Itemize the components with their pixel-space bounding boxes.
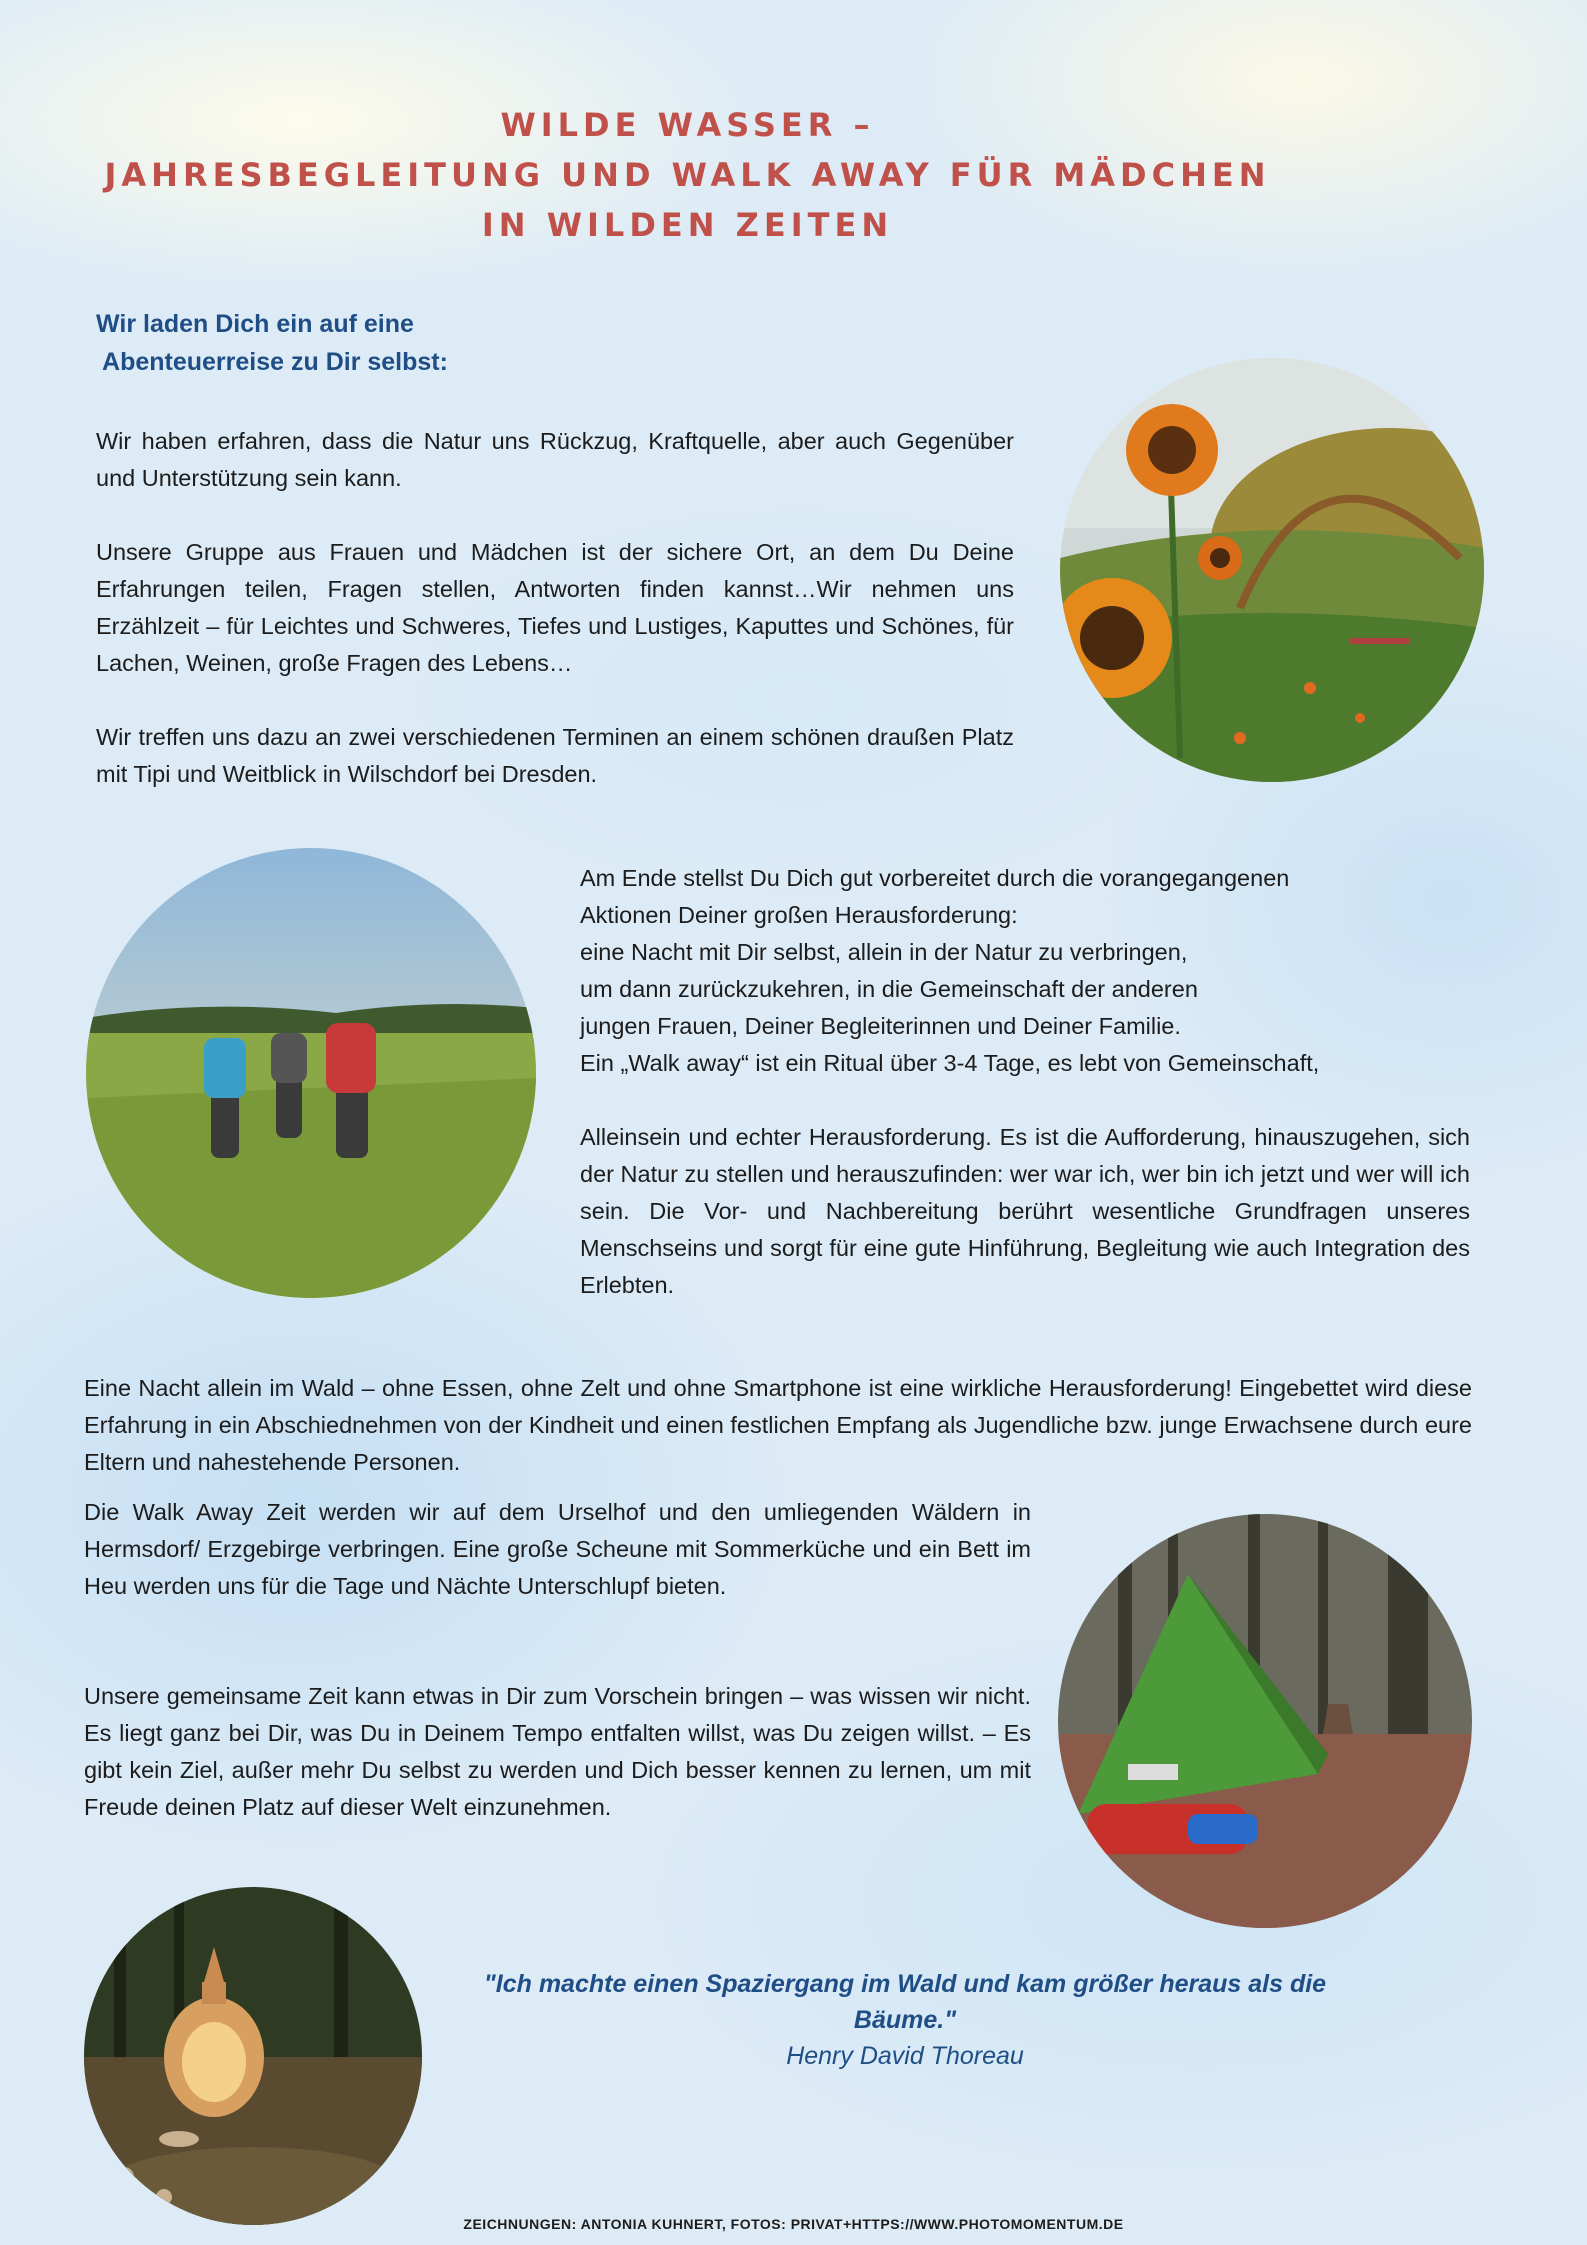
lantern-forest-photo: [84, 1887, 422, 2225]
sunflower-meadow-image: [1060, 358, 1484, 782]
intro-line-2: Abenteuerreise zu Dir selbst:: [96, 348, 448, 376]
title-line-3: IN WILDEN ZEITEN: [481, 206, 894, 244]
paragraph-nature: Wir haben erfahren, dass die Natur uns Rückzug, Kraftquelle, aber auch Gegenüber und Unterstützung sein kann.: [96, 428, 1014, 491]
challenge-line-1: Am Ende stellst Du Dich gut vorbereitet durch die vorangegangenen: [580, 865, 1290, 891]
challenge-line-5: jungen Frauen, Deiner Begleiterinnen und Deiner Familie.: [580, 1013, 1181, 1039]
quote-author: Henry David Thoreau: [786, 2042, 1024, 2070]
paragraph-challenge: [580, 860, 1470, 1045]
hikers-field-photo: [86, 848, 536, 1298]
lantern-forest-image: [84, 1887, 422, 2225]
title-line-2: JAHRESBEGLEITUNG UND WALK AWAY FÜR MÄDCHEN: [104, 156, 1271, 194]
challenge-line-3: eine Nacht mit Dir selbst, allein in der Natur zu verbringen,: [580, 939, 1188, 965]
title-line-1: WILDE WASSER –: [500, 106, 875, 144]
paragraph-together: Unsere gemeinsame Zeit kann etwas in Dir zum Vorschein bringen – was wissen wir nicht. Es liegt ganz bei Dir, was Du in Deinem Tempo entfalten willst, was Du zeigen willst. – Es gibt kein Ziel, außer mehr Du selbst zu werden und Dich besser kennen zu lernen, um mit Freude deinen Platz auf dieser Welt einzunehmen.: [84, 1683, 1031, 1820]
paragraph-aloneness: Alleinsein und echter Herausforderung. Es ist die Aufforderung, hinauszugehen, sich der Natur zu stellen und herauszufinden: wer war ich, wer bin ich jetzt und wer will ich sein. Die Vor- und Nachbereitung berührt wesentliche Grundfragen unseres Menschseins und sorgt für eine gute Hinführung, Begleitung wie auch Integration des Erlebten.: [580, 1124, 1470, 1298]
sunflower-meadow-photo: [1060, 358, 1484, 782]
paragraph-group: Unsere Gruppe aus Frauen und Mädchen ist der sichere Ort, an dem Du Deine Erfahrungen teilen, Fragen stellen, Antworten finden kannst…Wir nehmen uns Erzählzeit – für Leichtes und Schweres, Tiefes und Lustiges, Kaputtes und Schönes, für Lachen, Weinen, große Fragen des Lebens…: [96, 539, 1014, 676]
paragraph-ritual: Ein „Walk away“ ist ein Ritual über 3-4 Tage, es lebt von Gemeinschaft,: [580, 1050, 1320, 1076]
paragraph-meeting: Wir treffen uns dazu an zwei verschiedenen Terminen an einem schönen draußen Platz mit Tipi und Weitblick in Wilschdorf bei Dresden.: [96, 724, 1014, 787]
intro-heading: [96, 305, 448, 381]
tent-forest-image: [1058, 1514, 1472, 1928]
tent-forest-photo: [1058, 1514, 1472, 1928]
quote-text: "Ich machte einen Spaziergang im Wald und kam größer heraus als die Bäume.": [483, 1970, 1327, 2034]
challenge-line-4: um dann zurückzukehren, in die Gemeinschaft der anderen: [580, 976, 1198, 1002]
challenge-line-2: Aktionen Deiner großen Herausforderung:: [580, 902, 1018, 928]
hikers-field-image: [86, 848, 536, 1298]
quote-block: [460, 1966, 1350, 2074]
intro-line-1: Wir laden Dich ein auf eine: [96, 310, 414, 338]
paragraph-night-alone: Eine Nacht allein im Wald – ohne Essen, ohne Zelt und ohne Smartphone ist eine wirkliche Herausforderung! Eingebettet wird diese Erfahrung in ein Abschiednehmen von der Kindheit und einen festlichen Empfang als Jugendliche bzw. junge Erwachsene durch eure Eltern und nahestehende Personen.: [84, 1375, 1472, 1475]
photo-credits: ZEICHNUNGEN: ANTONIA KUHNERT, FOTOS: PRIVAT+HTTPS://WWW.PHOTOMOMENTUM.DE: [463, 2216, 1124, 2232]
paragraph-location: Die Walk Away Zeit werden wir auf dem Urselhof und den umliegenden Wäldern in Hermsdorf/ Erzgebirge verbringen. Eine große Scheune mit Sommerküche und ein Bett im Heu werden uns für die Tage und Nächte Unterschlupf bieten.: [84, 1499, 1031, 1599]
page-title: [0, 100, 1375, 250]
